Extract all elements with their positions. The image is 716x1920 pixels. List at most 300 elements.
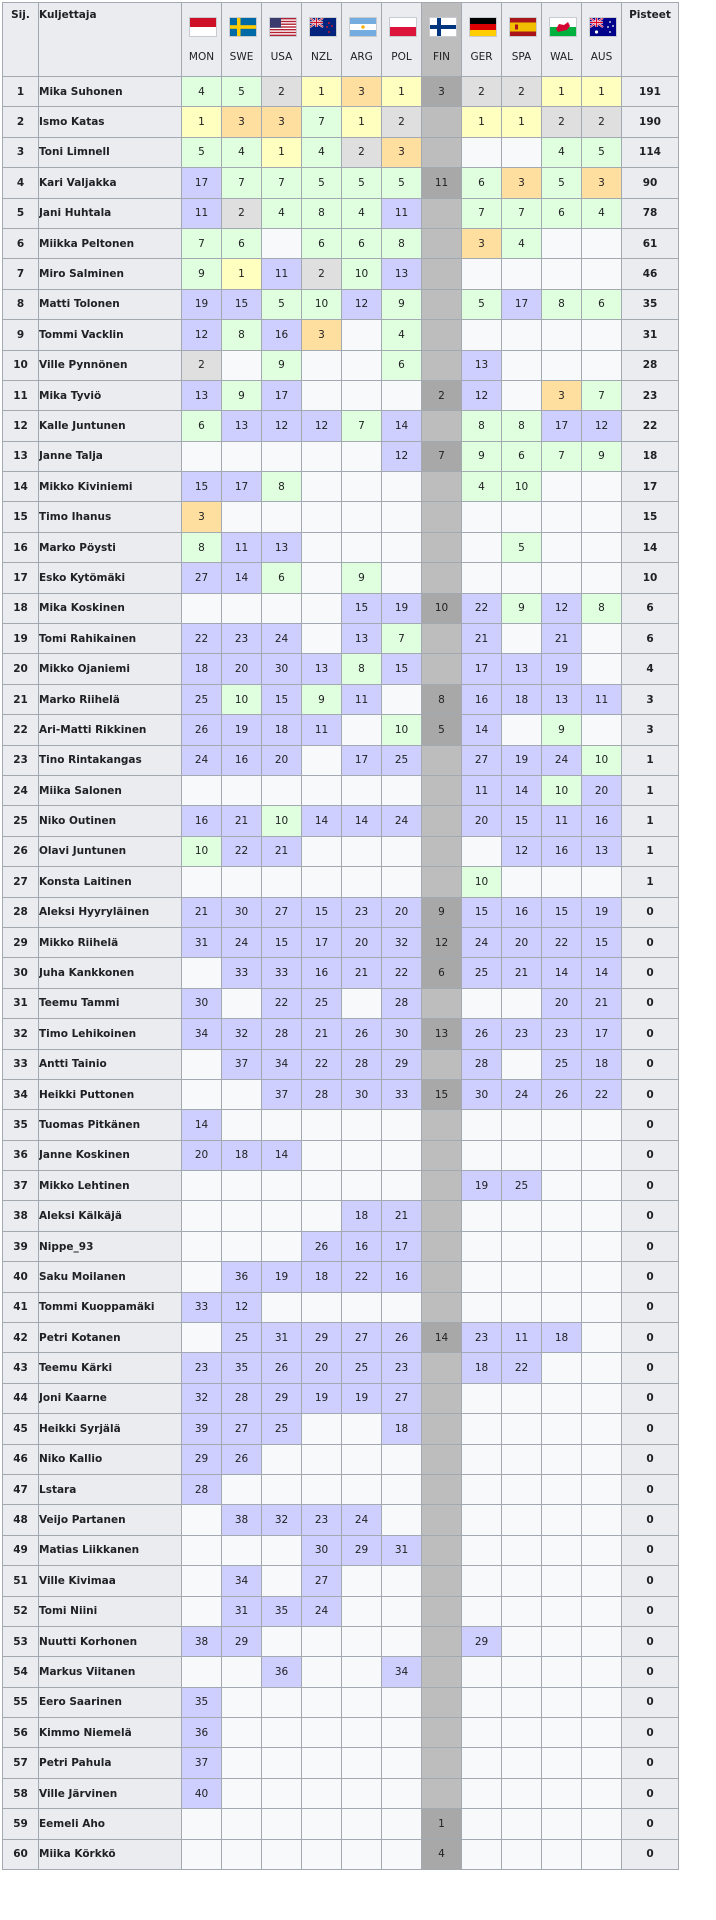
result-cell-fin: [422, 1566, 462, 1596]
result-cell-spa: [502, 1383, 542, 1413]
result-cell-mon: 6: [182, 411, 222, 441]
result-cell-fin: [422, 289, 462, 319]
result-cell-arg: [342, 1748, 382, 1778]
result-cell-nzl: 14: [302, 806, 342, 836]
result-cell-fin: [422, 472, 462, 502]
result-cell-mon: 18: [182, 654, 222, 684]
driver-name-cell: Joni Kaarne: [39, 1383, 182, 1413]
position-cell: 39: [3, 1231, 39, 1261]
result-cell-wal: [542, 1626, 582, 1656]
table-row: [3, 1657, 679, 1687]
driver-name-cell: Tommi Vacklin: [39, 320, 182, 350]
result-cell-pol: [382, 1596, 422, 1626]
result-cell-spa: [502, 1505, 542, 1535]
points-cell: 18: [622, 441, 679, 471]
points-cell: 0: [622, 1596, 679, 1626]
result-cell-aus: [582, 1110, 622, 1140]
result-cell-swe: 1: [222, 259, 262, 289]
result-cell-nzl: [302, 380, 342, 410]
result-cell-aus: 6: [582, 289, 622, 319]
result-cell-wal: 2: [542, 107, 582, 137]
result-cell-pol: [382, 1626, 422, 1656]
result-cell-wal: [542, 1748, 582, 1778]
result-cell-aus: [582, 1201, 622, 1231]
position-cell: 3: [3, 137, 39, 167]
result-cell-mon: 33: [182, 1292, 222, 1322]
usa-flag-icon: [269, 17, 295, 37]
result-cell-wal: 3: [542, 380, 582, 410]
result-cell-spa: [502, 1049, 542, 1079]
germany-flag-icon: [469, 17, 495, 37]
result-cell-ger: 20: [462, 806, 502, 836]
result-cell-spa: [502, 1839, 542, 1869]
position-cell: 23: [3, 745, 39, 775]
result-cell-spa: [502, 1566, 542, 1596]
result-cell-arg: [342, 1687, 382, 1717]
driver-name-cell: Heikki Syrjälä: [39, 1414, 182, 1444]
result-cell-usa: 19: [262, 1262, 302, 1292]
result-cell-fin: 1: [422, 1809, 462, 1839]
result-cell-pol: 8: [382, 228, 422, 258]
result-cell-mon: 27: [182, 563, 222, 593]
result-cell-wal: 7: [542, 441, 582, 471]
position-cell: 59: [3, 1809, 39, 1839]
table-row: [3, 624, 679, 654]
result-cell-ger: [462, 1383, 502, 1413]
result-cell-pol: 21: [382, 1201, 422, 1231]
result-cell-swe: [222, 1535, 262, 1565]
position-cell: 33: [3, 1049, 39, 1079]
result-cell-aus: [582, 1444, 622, 1474]
table-row: [3, 1748, 679, 1778]
driver-name-cell: Tommi Kuoppamäki: [39, 1292, 182, 1322]
result-cell-spa: [502, 137, 542, 167]
driver-name-cell: Aleksi Hyyryläinen: [39, 897, 182, 927]
result-cell-wal: 14: [542, 958, 582, 988]
result-cell-arg: [342, 1626, 382, 1656]
points-cell: 0: [622, 1566, 679, 1596]
result-cell-pol: 34: [382, 1657, 422, 1687]
result-cell-swe: 30: [222, 897, 262, 927]
result-cell-mon: [182, 1231, 222, 1261]
result-cell-spa: [502, 1231, 542, 1261]
result-cell-mon: 14: [182, 1110, 222, 1140]
position-cell: 37: [3, 1171, 39, 1201]
result-cell-swe: 18: [222, 1140, 262, 1170]
result-cell-ger: [462, 1687, 502, 1717]
result-cell-spa: [502, 1657, 542, 1687]
rally-header-ger: GER: [462, 3, 502, 77]
result-cell-nzl: [302, 1474, 342, 1504]
position-cell: 22: [3, 715, 39, 745]
driver-name-cell: Kimmo Niemelä: [39, 1718, 182, 1748]
result-cell-aus: [582, 1171, 622, 1201]
result-cell-spa: [502, 1748, 542, 1778]
driver-name-cell: Mika Koskinen: [39, 593, 182, 623]
rally-header-nzl: NZL: [302, 3, 342, 77]
points-cell: 4: [622, 654, 679, 684]
result-cell-pol: [382, 1687, 422, 1717]
result-cell-nzl: 13: [302, 654, 342, 684]
result-cell-ger: [462, 1231, 502, 1261]
result-cell-usa: 35: [262, 1596, 302, 1626]
points-cell: 0: [622, 1626, 679, 1656]
table-row: [3, 806, 679, 836]
result-cell-spa: 22: [502, 1353, 542, 1383]
points-cell: 6: [622, 624, 679, 654]
result-cell-mon: [182, 441, 222, 471]
result-cell-ger: [462, 1839, 502, 1869]
result-cell-fin: 11: [422, 168, 462, 198]
result-cell-nzl: [302, 775, 342, 805]
result-cell-pol: [382, 563, 422, 593]
table-row: [3, 350, 679, 380]
result-cell-mon: 20: [182, 1140, 222, 1170]
points-cell: 0: [622, 1323, 679, 1353]
result-cell-spa: 16: [502, 897, 542, 927]
result-cell-aus: 16: [582, 806, 622, 836]
result-cell-usa: 13: [262, 532, 302, 562]
position-cell: 46: [3, 1444, 39, 1474]
result-cell-mon: 28: [182, 1474, 222, 1504]
position-cell: 47: [3, 1474, 39, 1504]
points-cell: 0: [622, 1019, 679, 1049]
result-cell-aus: 11: [582, 684, 622, 714]
result-cell-arg: [342, 380, 382, 410]
driver-name-cell: Janne Koskinen: [39, 1140, 182, 1170]
result-cell-swe: [222, 350, 262, 380]
result-cell-arg: [342, 988, 382, 1018]
points-cell: 35: [622, 289, 679, 319]
result-cell-swe: [222, 1839, 262, 1869]
driver-name-cell: Tino Rintakangas: [39, 745, 182, 775]
result-cell-wal: [542, 1535, 582, 1565]
result-cell-fin: 15: [422, 1079, 462, 1109]
result-cell-pol: 27: [382, 1383, 422, 1413]
result-cell-pol: [382, 472, 422, 502]
table-row: [3, 1626, 679, 1656]
result-cell-pol: 28: [382, 988, 422, 1018]
result-cell-wal: [542, 320, 582, 350]
result-cell-ger: [462, 1262, 502, 1292]
result-cell-wal: 16: [542, 836, 582, 866]
result-cell-spa: [502, 1809, 542, 1839]
result-cell-arg: 18: [342, 1201, 382, 1231]
table-row: [3, 1505, 679, 1535]
result-cell-pol: [382, 532, 422, 562]
result-cell-swe: 2: [222, 198, 262, 228]
position-cell: 55: [3, 1687, 39, 1717]
result-cell-swe: 20: [222, 654, 262, 684]
result-cell-nzl: 19: [302, 1383, 342, 1413]
position-cell: 10: [3, 350, 39, 380]
result-cell-swe: [222, 1718, 262, 1748]
result-cell-pol: 18: [382, 1414, 422, 1444]
result-cell-mon: 3: [182, 502, 222, 532]
result-cell-spa: [502, 1292, 542, 1322]
driver-name-cell: Nippe_93: [39, 1231, 182, 1261]
result-cell-aus: [582, 867, 622, 897]
result-cell-aus: [582, 1718, 622, 1748]
position-cell: 18: [3, 593, 39, 623]
result-cell-nzl: [302, 502, 342, 532]
result-cell-ger: 22: [462, 593, 502, 623]
result-cell-usa: 15: [262, 684, 302, 714]
points-cell: 15: [622, 502, 679, 532]
table-row: [3, 380, 679, 410]
result-cell-nzl: 11: [302, 715, 342, 745]
result-cell-fin: [422, 745, 462, 775]
result-cell-usa: [262, 1718, 302, 1748]
result-cell-pol: 19: [382, 593, 422, 623]
rally-header-wal: WAL: [542, 3, 582, 77]
result-cell-swe: 26: [222, 1444, 262, 1474]
result-cell-usa: [262, 1535, 302, 1565]
result-cell-aus: [582, 1505, 622, 1535]
points-cell: 114: [622, 137, 679, 167]
result-cell-aus: 3: [582, 168, 622, 198]
result-cell-fin: [422, 654, 462, 684]
driver-name-cell: Tomi Rahikainen: [39, 624, 182, 654]
result-cell-ger: 14: [462, 715, 502, 745]
result-cell-swe: [222, 1687, 262, 1717]
position-cell: 30: [3, 958, 39, 988]
result-cell-ger: 24: [462, 927, 502, 957]
result-cell-ger: [462, 988, 502, 1018]
result-cell-nzl: 4: [302, 137, 342, 167]
table-row: [3, 228, 679, 258]
result-cell-ger: [462, 1292, 502, 1322]
result-cell-wal: 18: [542, 1323, 582, 1353]
result-cell-wal: 24: [542, 745, 582, 775]
position-cell: 43: [3, 1353, 39, 1383]
result-cell-wal: 12: [542, 593, 582, 623]
result-cell-ger: 6: [462, 168, 502, 198]
result-cell-aus: [582, 1748, 622, 1778]
result-cell-pol: [382, 1809, 422, 1839]
result-cell-usa: 8: [262, 472, 302, 502]
result-cell-nzl: 29: [302, 1323, 342, 1353]
result-cell-arg: 17: [342, 745, 382, 775]
points-cell: 0: [622, 1353, 679, 1383]
driver-name-cell: Nuutti Korhonen: [39, 1626, 182, 1656]
result-cell-usa: [262, 502, 302, 532]
result-cell-usa: 27: [262, 897, 302, 927]
position-cell: 34: [3, 1079, 39, 1109]
points-cell: 46: [622, 259, 679, 289]
result-cell-nzl: [302, 563, 342, 593]
result-cell-wal: 19: [542, 654, 582, 684]
result-cell-usa: 11: [262, 259, 302, 289]
result-cell-mon: 16: [182, 806, 222, 836]
result-cell-wal: 9: [542, 715, 582, 745]
result-cell-fin: 8: [422, 684, 462, 714]
table-row: [3, 1292, 679, 1322]
result-cell-mon: 29: [182, 1444, 222, 1474]
table-row: [3, 1323, 679, 1353]
table-row: [3, 988, 679, 1018]
result-cell-mon: 10: [182, 836, 222, 866]
result-cell-fin: [422, 988, 462, 1018]
result-cell-fin: 13: [422, 1019, 462, 1049]
result-cell-arg: 11: [342, 684, 382, 714]
points-cell: 0: [622, 1292, 679, 1322]
result-cell-wal: [542, 1140, 582, 1170]
result-cell-pol: 5: [382, 168, 422, 198]
result-cell-ger: [462, 1657, 502, 1687]
position-cell: 35: [3, 1110, 39, 1140]
result-cell-nzl: 16: [302, 958, 342, 988]
result-cell-nzl: [302, 1839, 342, 1869]
driver-name-cell: Miika Salonen: [39, 775, 182, 805]
result-cell-wal: [542, 867, 582, 897]
table-row: [3, 1049, 679, 1079]
position-cell: 27: [3, 867, 39, 897]
table-row: [3, 1809, 679, 1839]
table-row: [3, 654, 679, 684]
result-cell-nzl: [302, 624, 342, 654]
result-cell-spa: 10: [502, 472, 542, 502]
result-cell-ger: 27: [462, 745, 502, 775]
table-row: [3, 927, 679, 957]
result-cell-arg: [342, 1809, 382, 1839]
result-cell-nzl: [302, 1657, 342, 1687]
result-cell-wal: 25: [542, 1049, 582, 1079]
result-cell-wal: [542, 1110, 582, 1140]
driver-name-cell: Heikki Puttonen: [39, 1079, 182, 1109]
result-cell-usa: 3: [262, 107, 302, 137]
table-row: [3, 259, 679, 289]
result-cell-aus: [582, 1231, 622, 1261]
position-cell: 13: [3, 441, 39, 471]
result-cell-swe: [222, 1110, 262, 1140]
result-cell-spa: 25: [502, 1171, 542, 1201]
table-row: [3, 168, 679, 198]
result-cell-arg: [342, 472, 382, 502]
table-row: [3, 1566, 679, 1596]
result-cell-swe: [222, 1657, 262, 1687]
result-cell-arg: 7: [342, 411, 382, 441]
result-cell-wal: [542, 1566, 582, 1596]
result-cell-aus: [582, 1323, 622, 1353]
driver-name-cell: Toni Limnell: [39, 137, 182, 167]
result-cell-spa: [502, 1474, 542, 1504]
result-cell-swe: 35: [222, 1353, 262, 1383]
result-cell-swe: [222, 988, 262, 1018]
result-cell-arg: 14: [342, 806, 382, 836]
position-cell: 5: [3, 198, 39, 228]
result-cell-mon: [182, 593, 222, 623]
result-cell-aus: 8: [582, 593, 622, 623]
table-row: [3, 1140, 679, 1170]
points-cell: 0: [622, 1687, 679, 1717]
result-cell-fin: [422, 1718, 462, 1748]
driver-name-cell: Aleksi Kälkäjä: [39, 1201, 182, 1231]
result-cell-pol: 9: [382, 289, 422, 319]
result-cell-arg: 10: [342, 259, 382, 289]
result-cell-mon: [182, 1262, 222, 1292]
result-cell-aus: [582, 1140, 622, 1170]
result-cell-ger: 25: [462, 958, 502, 988]
result-cell-pol: 31: [382, 1535, 422, 1565]
result-cell-spa: 19: [502, 745, 542, 775]
table-row: [3, 502, 679, 532]
result-cell-mon: [182, 1535, 222, 1565]
result-cell-aus: 17: [582, 1019, 622, 1049]
points-cell: 0: [622, 1535, 679, 1565]
driver-name-cell: Jani Huhtala: [39, 198, 182, 228]
result-cell-spa: 6: [502, 441, 542, 471]
result-cell-arg: 20: [342, 927, 382, 957]
position-cell: 2: [3, 107, 39, 137]
result-cell-mon: 24: [182, 745, 222, 775]
result-cell-pol: 33: [382, 1079, 422, 1109]
result-cell-swe: 5: [222, 77, 262, 107]
table-row: [3, 1778, 679, 1808]
points-cell: 0: [622, 897, 679, 927]
result-cell-arg: 29: [342, 1535, 382, 1565]
result-cell-swe: 19: [222, 715, 262, 745]
result-cell-usa: 31: [262, 1323, 302, 1353]
result-cell-arg: [342, 1474, 382, 1504]
driver-name-cell: Miikka Peltonen: [39, 228, 182, 258]
sweden-flag-icon: [229, 17, 255, 37]
result-cell-ger: [462, 137, 502, 167]
table-row: [3, 1019, 679, 1049]
result-cell-spa: [502, 1201, 542, 1231]
result-cell-pol: 32: [382, 927, 422, 957]
result-cell-mon: 13: [182, 380, 222, 410]
result-cell-fin: [422, 320, 462, 350]
result-cell-spa: [502, 563, 542, 593]
result-cell-nzl: 26: [302, 1231, 342, 1261]
result-cell-ger: 23: [462, 1323, 502, 1353]
driver-name-cell: Marko Pöysti: [39, 532, 182, 562]
result-cell-arg: 12: [342, 289, 382, 319]
result-cell-swe: 32: [222, 1019, 262, 1049]
result-cell-usa: [262, 593, 302, 623]
result-cell-pol: [382, 836, 422, 866]
table-row: [3, 715, 679, 745]
result-cell-ger: [462, 320, 502, 350]
result-cell-pol: [382, 1566, 422, 1596]
result-cell-usa: 33: [262, 958, 302, 988]
result-cell-mon: 39: [182, 1414, 222, 1444]
points-cell: 191: [622, 77, 679, 107]
points-cell: 0: [622, 1262, 679, 1292]
result-cell-pol: 10: [382, 715, 422, 745]
result-cell-spa: [502, 1110, 542, 1140]
driver-name-cell: Lstara: [39, 1474, 182, 1504]
result-cell-mon: [182, 1323, 222, 1353]
result-cell-wal: 23: [542, 1019, 582, 1049]
points-cell: 0: [622, 1444, 679, 1474]
result-cell-ger: [462, 1596, 502, 1626]
result-cell-pol: [382, 684, 422, 714]
driver-name-cell: Niko Kallio: [39, 1444, 182, 1474]
result-cell-spa: [502, 1778, 542, 1808]
result-cell-pol: 24: [382, 806, 422, 836]
result-cell-mon: [182, 1079, 222, 1109]
position-cell: 38: [3, 1201, 39, 1231]
result-cell-aus: [582, 259, 622, 289]
result-cell-usa: [262, 1687, 302, 1717]
position-cell: 45: [3, 1414, 39, 1444]
result-cell-wal: [542, 1778, 582, 1808]
points-cell: 0: [622, 1171, 679, 1201]
result-cell-fin: [422, 1414, 462, 1444]
result-cell-fin: [422, 350, 462, 380]
